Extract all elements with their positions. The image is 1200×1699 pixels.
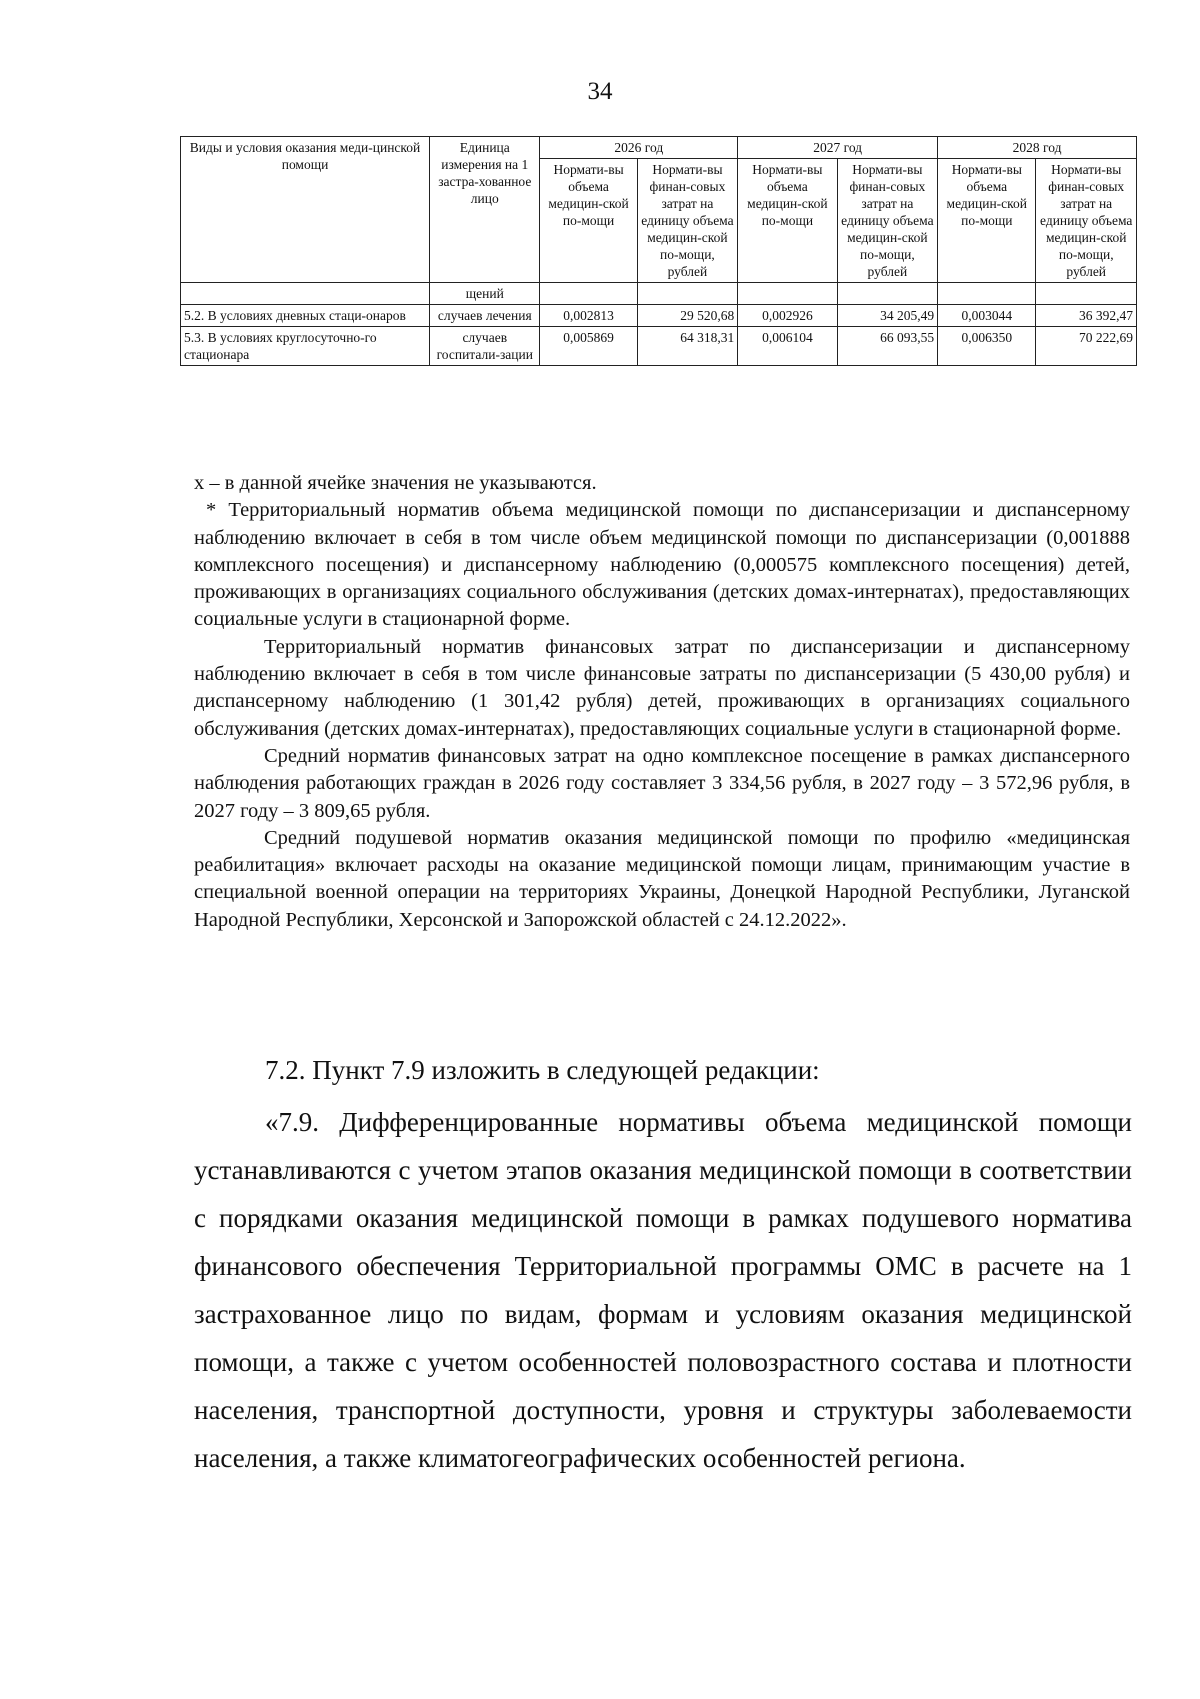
row-volume-2028: 0,006350 [938,327,1036,366]
amendment-paragraph: «7.9. Дифференцированные нормативы объема медицинской помощи устанавливаются с учетом этапов оказания медицинской помощи в соответствии с порядками оказания медицинской помощи в рамках подушевого норматива финансового обеспечения Территориальной программы ОМС в расчете на 1 застрахованное лицо по видам, формам и условиям оказания медицинской помощи, а также с учетом особенностей половозрастного состава и плотности населения, транспортной доступности, уровня и структуры заболеваемости населения, а также климатогеографических особенностей региона. [194,1107,1132,1473]
carry-kind [181,283,430,305]
amendment-title: 7.2. Пункт 7.9 изложить в следующей редакции: [265,1055,820,1085]
row-unit: случаев госпитали-зации [430,327,540,366]
row-volume-2027: 0,002926 [738,305,837,327]
header-volume-2027: Нормати-вы объема медицин-ской по-мощи [738,159,837,283]
header-year-2026: 2026 год [540,137,738,159]
row-finance-2027: 66 093,55 [837,327,938,366]
header-finance-2028: Нормати-вы финан-совых затрат на единицу объема медицин-ской по-мощи, рублей [1036,159,1137,283]
average-note: Средний норматив финансовых затрат на одно комплексное посещение в рамках диспансерного наблюдения работающих граждан в 2026 году составляет 3 334,56 рубля, в 2027 году – 3 572,96 рубля, в 2027 году – 3 809,65 рубля. [194,744,1130,822]
amendment-body [194,1098,1132,1482]
row-finance-2026: 64 318,31 [637,327,738,366]
carry-cell [837,283,938,305]
page-number: 34 [587,78,613,105]
row-finance-2027: 34 205,49 [837,305,938,327]
finance-note: Территориальный норматив финансовых затрат по диспансеризации и диспансерному наблюдению включает в себя в том числе финансовые затраты по диспансеризации (5 430,00 рубля) и диспансерному наблюдению (1 301,42 рубля) детей, проживающих в организациях социального обслуживания (детских домах-интернатах), предоставляющих социальные услуги в стационарной форме. [194,635,1130,740]
table-row [181,283,1137,305]
table-row [181,305,1137,327]
header-kind: Виды и условия оказания меди-цинской помощи [181,137,430,283]
header-unit: Единица измерения на 1 застра-хованное лицо [430,137,540,283]
row-finance-2026: 29 520,68 [637,305,738,327]
row-volume-2028: 0,003044 [938,305,1036,327]
carry-cell [1036,283,1137,305]
header-year-2027: 2027 год [738,137,938,159]
header-finance-2027: Нормати-вы финан-совых затрат на единицу объема медицин-ской по-мощи, рублей [837,159,938,283]
row-volume-2027: 0,006104 [738,327,837,366]
row-volume-2026: 0,002813 [540,305,637,327]
rehab-note: Средний подушевой норматив оказания медицинской помощи по профилю «медицинская реабилитация» включает расходы на оказание медицинской помощи лицам, принимающим участие в специальной военной операции на территориях Украины, Донецкой Народной Республики, Луганской Народной Республики, Херсонской и Запорожской областей с 24.12.2022». [194,826,1130,931]
row-kind: 5.3. В условиях круглосуточно-го стационара [181,327,430,366]
row-volume-2026: 0,005869 [540,327,637,366]
carry-unit: щений [430,283,540,305]
header-volume-2026: Нормати-вы объема медицин-ской по-мощи [540,159,637,283]
carry-cell [637,283,738,305]
header-year-2028: 2028 год [938,137,1137,159]
carry-cell [938,283,1036,305]
row-kind: 5.2. В условиях дневных стаци-онаров [181,305,430,327]
x-note: х – в данной ячейке значения не указываются. [194,472,597,494]
row-finance-2028: 36 392,47 [1036,305,1137,327]
header-volume-2028: Нормати-вы объема медицин-ской по-мощи [938,159,1036,283]
footnotes [194,470,1130,934]
row-unit: случаев лечения [430,305,540,327]
star-note: * Территориальный норматив объема медицинской помощи по диспансеризации и диспансерному наблюдению включает в себя в том числе объем медицинской помощи по диспансеризации (0,001888 комплексного посещения) и диспансерному наблюдению (0,000575 комплексного посещения) детей, проживающих в организациях социального обслуживания (детских домах-интернатах), предоставляющих социальные услуги в стационарной форме. [194,499,1130,631]
carry-cell [738,283,837,305]
table-row [181,327,1137,366]
carry-cell [540,283,637,305]
table-header-row [181,137,1137,159]
norms-table [180,136,1137,366]
row-finance-2028: 70 222,69 [1036,327,1137,366]
header-finance-2026: Нормати-вы финан-совых затрат на единицу объема медицин-ской по-мощи, рублей [637,159,738,283]
